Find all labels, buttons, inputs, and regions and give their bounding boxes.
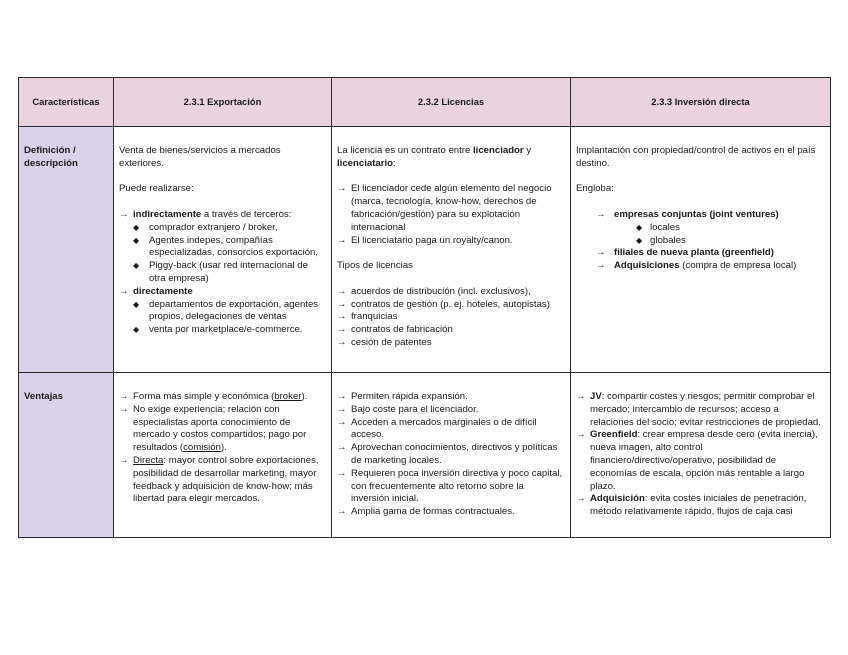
list-item: ◆ Piggy-back (usar red internacional de otra empresa)	[119, 260, 325, 286]
list-item: → El licenciatario paga un royalty/canon.	[337, 235, 564, 248]
license-types-title: Tipos de licencias	[337, 260, 413, 272]
list-item: ◆ comprador extranjero / broker,	[119, 222, 325, 235]
investment-intro: Implantación con propiedad/control de activos en el país destino.	[576, 145, 816, 169]
list-item: → contratos de fabricación	[337, 324, 564, 337]
export-direct-item: → directamente	[119, 286, 325, 299]
list-item: → Bajo coste para el licenciador.	[337, 404, 564, 417]
list-item: ◆ departamentos de exportación, agentes propios, delegaciones de ventas	[119, 299, 325, 325]
list-item: → Acceden a mercados marginales o de difícil acceso.	[337, 417, 564, 443]
list-item: → acuerdos de distribución (incl. exclusivos),	[337, 286, 564, 299]
list-item: → Forma más simple y económica (broker).	[119, 391, 325, 404]
list-item: → No exige experiencia; relación con especialistas aporta conocimiento de mercado y costos compartidos; pago por resultados (comisión).	[119, 404, 325, 455]
list-item: → Permiten rápida expansión.	[337, 391, 564, 404]
row-label-definition	[19, 127, 114, 373]
list-item: → Aprovechan conocimientos, directivos y políticas de marketing locales.	[337, 442, 564, 468]
list-item: → JV: compartir costes y riesgos; permitir comprobar el mercado; intercambio de recursos; acceso a relaciones del socio; evitar restricciones de propiedad.	[576, 391, 824, 429]
cell-licenses-advantages	[332, 373, 571, 538]
list-item: ◆ Agentes indepes, compañías especializadas, consorcios exportación,	[119, 235, 325, 261]
cell-licenses-definition	[332, 127, 571, 373]
list-item: → Greenfield: crear empresa desde cero (evita inercia), nueva imagen, alto control financiero/directivo/operativo, posibilidad de economías de escala, opción más rentable a largo plazo.	[576, 429, 824, 493]
list-item: → contratos de gestión (p. ej. hoteles, autopistas)	[337, 299, 564, 312]
cell-export-advantages	[114, 373, 332, 538]
cell-investment-definition	[571, 127, 831, 373]
licenses-intro: La licencia es un contrato entre licenciador y licenciatario:	[337, 145, 532, 169]
investment-includes: Engloba:	[576, 183, 614, 195]
list-item: → empresas conjuntas (joint ventures)	[576, 209, 824, 222]
list-item: → Directa: mayor control sobre exportaciones, posibilidad de desarrollar marketing, mayor feedback y adquisición de know-how; más libertad para elegir mercados.	[119, 455, 325, 506]
list-item: → El licenciador cede algún elemento del negocio (marca, tecnología, know-how, derechos de fabricación/gestión) para su explotación internacional	[337, 183, 564, 234]
list-item: ◆ venta por marketplace/e-commerce.	[119, 324, 325, 337]
header-characteristics: Características	[19, 78, 114, 127]
row-label-advantages: Ventajas	[19, 373, 114, 538]
header-row	[19, 78, 831, 127]
header-direct-investment: 2.3.3 Inversión directa	[571, 78, 831, 127]
list-item: ◆ locales	[576, 222, 824, 235]
comparison-table	[18, 77, 831, 538]
list-item: → Amplia gama de formas contractuales.	[337, 506, 564, 519]
list-item: → Requieren poca inversión directiva y poco capital, con frecuentemente alto retorno sobre la inversión inicial.	[337, 468, 564, 506]
row-label-line: Definición /	[24, 145, 76, 156]
header-export: 2.3.1 Exportación	[114, 78, 332, 127]
list-item: ◆ globales	[576, 235, 824, 248]
export-can-be: Puede realizarse:	[119, 183, 194, 195]
cell-investment-advantages	[571, 373, 831, 538]
export-indirect-item: → indirectamente a través de terceros:	[119, 209, 325, 222]
row-label-line: descripción	[24, 157, 78, 169]
definition-row	[19, 127, 831, 373]
list-item: → franquicias	[337, 311, 564, 324]
cell-export-definition	[114, 127, 332, 373]
header-licenses: 2.3.2 Licencias	[332, 78, 571, 127]
list-item: → Adquisiciones (compra de empresa local)	[576, 260, 824, 273]
export-intro: Venta de bienes/servicios a mercados exteriores.	[119, 145, 281, 169]
list-item: → filiales de nueva planta (greenfield)	[576, 247, 824, 260]
list-item: → cesión de patentes	[337, 337, 564, 350]
list-item: → Adquisición: evita costes iniciales de penetración, método relativamente rápido, flujos de caja casi	[576, 493, 824, 519]
advantages-row	[19, 373, 831, 538]
